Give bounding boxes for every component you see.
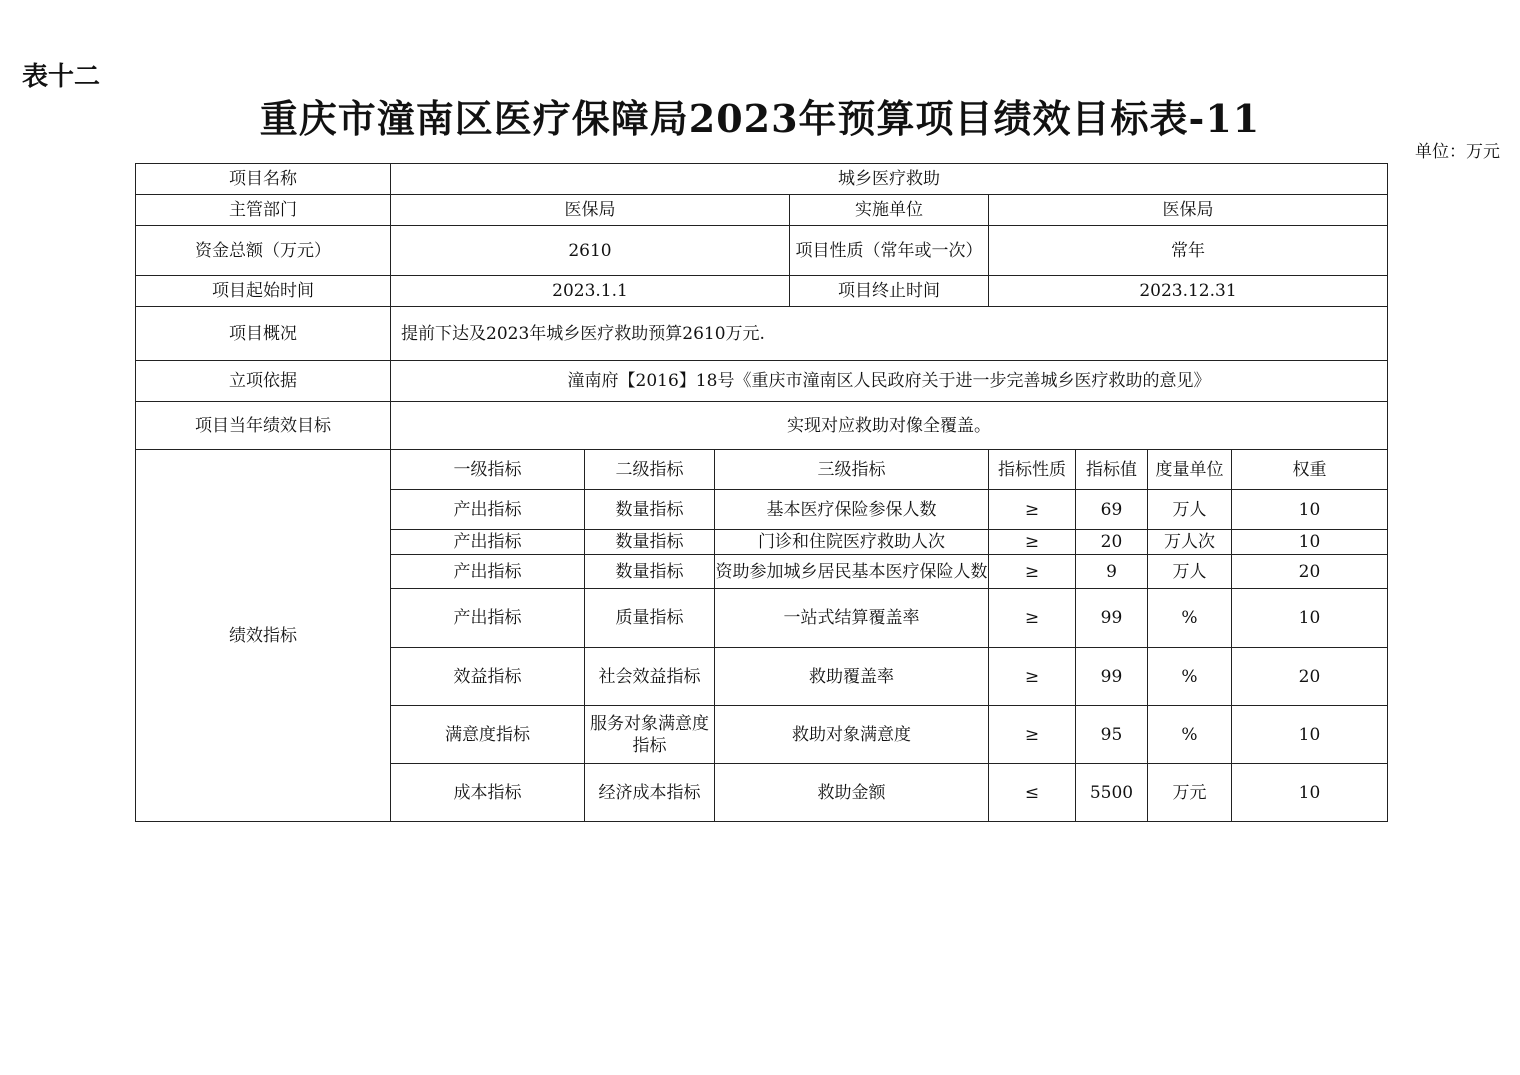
indicator-level3: 救助金额	[715, 764, 989, 822]
indicator-value: 69	[1076, 490, 1148, 530]
indicator-value: 20	[1076, 530, 1148, 555]
impl-label: 实施单位	[790, 195, 989, 226]
indicator-operator: ≥	[989, 530, 1076, 555]
indicator-level1: 产出指标	[391, 555, 585, 589]
indicator-weight: 10	[1232, 490, 1388, 530]
basis-value: 潼南府【2016】18号《重庆市潼南区人民政府关于进一步完善城乡医疗救助的意见》	[391, 361, 1388, 402]
overview-value: 提前下达及2023年城乡医疗救助预算2610万元.	[391, 307, 1388, 361]
indicator-level3: 门诊和住院医疗救助人次	[715, 530, 989, 555]
indicator-level3: 一站式结算覆盖率	[715, 589, 989, 648]
indicator-level2: 经济成本指标	[585, 764, 715, 822]
project-name-label: 项目名称	[136, 164, 391, 195]
indicator-level2: 服务对象满意度指标	[585, 706, 715, 764]
indicator-level1: 满意度指标	[391, 706, 585, 764]
indicator-operator: ≥	[989, 589, 1076, 648]
header-unit: 度量单位	[1148, 450, 1232, 490]
indicator-level1: 产出指标	[391, 490, 585, 530]
dept-label: 主管部门	[136, 195, 391, 226]
table-number: 表十二	[22, 62, 101, 92]
indicator-value: 5500	[1076, 764, 1148, 822]
overview-label: 项目概况	[136, 307, 391, 361]
goal-label: 项目当年绩效目标	[136, 402, 391, 450]
indicator-unit: %	[1148, 706, 1232, 764]
row-goal	[136, 402, 1388, 450]
indicator-level3: 救助覆盖率	[715, 648, 989, 706]
indicator-value: 99	[1076, 589, 1148, 648]
nature-value: 常年	[989, 226, 1388, 276]
indicator-value: 95	[1076, 706, 1148, 764]
header-value: 指标值	[1076, 450, 1148, 490]
fund-value: 2610	[391, 226, 790, 276]
row-fund	[136, 226, 1388, 276]
indicator-weight: 10	[1232, 706, 1388, 764]
header-level1: 一级指标	[391, 450, 585, 490]
end-label: 项目终止时间	[790, 276, 989, 307]
indicator-level3: 救助对象满意度	[715, 706, 989, 764]
start-label: 项目起始时间	[136, 276, 391, 307]
indicator-level1: 产出指标	[391, 530, 585, 555]
impl-value: 医保局	[989, 195, 1388, 226]
indicator-level2: 数量指标	[585, 490, 715, 530]
indicator-weight: 10	[1232, 764, 1388, 822]
goal-value: 实现对应救助对像全覆盖。	[391, 402, 1388, 450]
dept-value: 医保局	[391, 195, 790, 226]
indicator-weight: 10	[1232, 530, 1388, 555]
indicator-operator: ≥	[989, 648, 1076, 706]
indicator-level3: 基本医疗保险参保人数	[715, 490, 989, 530]
indicator-value: 99	[1076, 648, 1148, 706]
indicator-level2: 质量指标	[585, 589, 715, 648]
unit-label: 单位：万元	[1415, 142, 1500, 162]
indicator-level2: 数量指标	[585, 555, 715, 589]
indicators-label: 绩效指标	[136, 450, 391, 822]
indicator-level1: 成本指标	[391, 764, 585, 822]
end-value: 2023.12.31	[989, 276, 1388, 307]
indicator-weight: 20	[1232, 555, 1388, 589]
indicator-unit: %	[1148, 589, 1232, 648]
indicator-unit: 万元	[1148, 764, 1232, 822]
indicator-level3: 资助参加城乡居民基本医疗保险人数	[715, 555, 989, 589]
indicator-unit: 万人	[1148, 555, 1232, 589]
header-level2: 二级指标	[585, 450, 715, 490]
header-weight: 权重	[1232, 450, 1388, 490]
header-level3: 三级指标	[715, 450, 989, 490]
indicator-weight: 20	[1232, 648, 1388, 706]
basis-label: 立项依据	[136, 361, 391, 402]
indicator-level1: 产出指标	[391, 589, 585, 648]
header-nature: 指标性质	[989, 450, 1076, 490]
indicator-operator: ≤	[989, 764, 1076, 822]
nature-label: 项目性质（常年或一次）	[790, 226, 989, 276]
indicator-unit: 万人次	[1148, 530, 1232, 555]
row-overview	[136, 307, 1388, 361]
indicator-value: 9	[1076, 555, 1148, 589]
start-value: 2023.1.1	[391, 276, 790, 307]
row-basis	[136, 361, 1388, 402]
indicator-operator: ≥	[989, 706, 1076, 764]
indicator-level1: 效益指标	[391, 648, 585, 706]
indicator-level2: 社会效益指标	[585, 648, 715, 706]
page-title: 重庆市潼南区医疗保障局2023年预算项目绩效目标表-11	[259, 96, 1261, 141]
fund-label: 资金总额（万元）	[136, 226, 391, 276]
project-name-value: 城乡医疗救助	[391, 164, 1388, 195]
row-project-name	[136, 164, 1388, 195]
indicator-header-row	[136, 450, 1388, 490]
indicator-weight: 10	[1232, 589, 1388, 648]
performance-table	[135, 163, 1388, 822]
indicator-unit: 万人	[1148, 490, 1232, 530]
indicator-unit: %	[1148, 648, 1232, 706]
row-department	[136, 195, 1388, 226]
indicator-operator: ≥	[989, 555, 1076, 589]
row-period	[136, 276, 1388, 307]
indicator-level2: 数量指标	[585, 530, 715, 555]
indicator-operator: ≥	[989, 490, 1076, 530]
